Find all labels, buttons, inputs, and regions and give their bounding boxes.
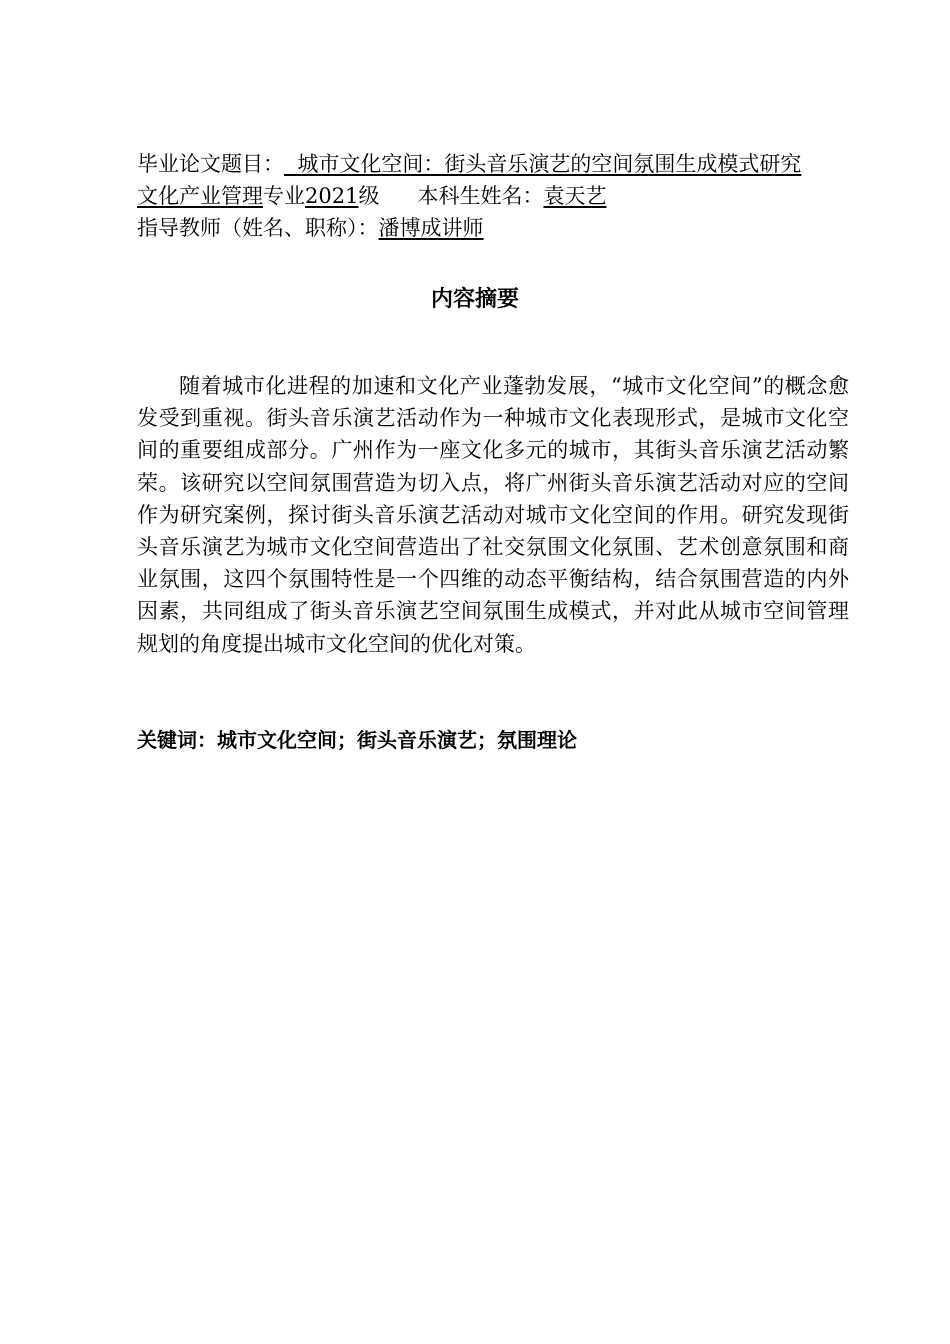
major-suffix: 专业 bbox=[263, 184, 305, 208]
student-name: 袁天艺 bbox=[543, 184, 607, 208]
thesis-title: 城市文化空间：街头音乐演艺的空间氛围生成模式研究 bbox=[297, 152, 802, 176]
advisor-name: 潘博成讲师 bbox=[378, 216, 484, 240]
grade-suffix: 级 bbox=[358, 184, 380, 208]
thesis-title-line bbox=[137, 151, 801, 177]
keywords-line bbox=[137, 726, 577, 754]
advisor-label: 指导教师（姓名、职称）： bbox=[137, 216, 379, 240]
abstract-body: 随着城市化进程的加速和文化产业蓬勃发展，“城市文化空间”的概念愈发受到重视。街头音乐演艺活动作为一种城市文化表现形式，是城市文化空间的重要组成部分。广州作为一座文化多元的城市，其街头音乐演艺活动繁荣。该研究以空间氛围营造为切入点，将广州街头音乐演艺活动对应的空间作为研究案例，探讨街头音乐演艺活动对城市文化空间的作用。研究发现街头音乐演艺为城市文化空间营造出了社交氛围文化氛围、艺术创意氛围和商业氛围，这四个氛围特性是一个四维的动态平衡结构，结合氛围营造的内外因素，共同组成了街头音乐演艺空间氛围生成模式，并对此从城市空间管理规划的角度提出城市文化空间的优化对策。 bbox=[137, 374, 849, 656]
thesis-title-label: 毕业论文题目： bbox=[137, 152, 284, 176]
advisor-line bbox=[137, 215, 484, 241]
keywords-label: 关键词： bbox=[137, 728, 217, 752]
student-info-line bbox=[137, 183, 606, 209]
keywords-text: 城市文化空间；街头音乐演艺；氛围理论 bbox=[217, 728, 577, 752]
major: 文化产业管理 bbox=[137, 184, 263, 208]
student-label: 本科生姓名： bbox=[417, 184, 544, 208]
grade: 2021 bbox=[305, 184, 359, 208]
abstract-heading: 内容摘要 bbox=[430, 287, 519, 312]
